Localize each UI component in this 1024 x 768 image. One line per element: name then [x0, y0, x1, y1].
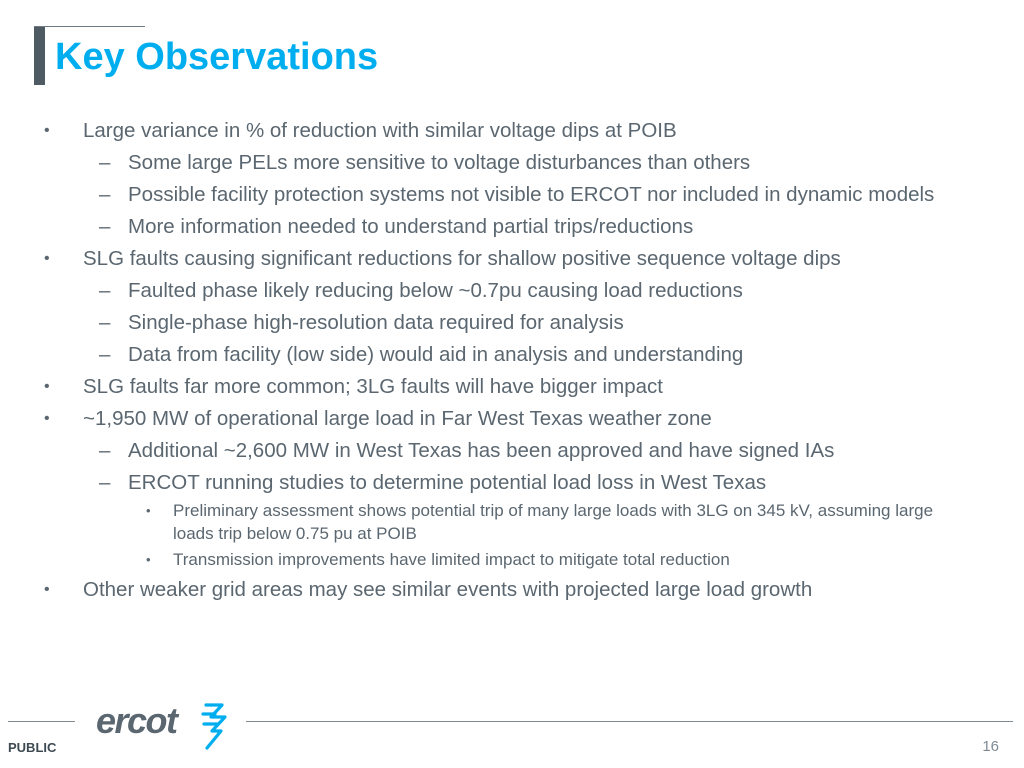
sub-bullet-item	[0, 213, 968, 240]
footer-divider-left	[8, 721, 75, 722]
bullet-item	[0, 245, 953, 272]
dash-marker: –	[99, 151, 111, 174]
sub-bullet-item	[0, 309, 968, 336]
bullet-marker: •	[44, 581, 50, 598]
sub-bullet-item	[0, 341, 968, 368]
bullet-marker: •	[146, 503, 151, 518]
ercot-logo	[94, 700, 234, 752]
bullet-text: SLG faults causing significant reductions for shallow positive sequence voltage dips	[83, 247, 841, 270]
bullet-marker: •	[44, 410, 50, 427]
sub-bullet-text: Some large PELs more sensitive to voltage disturbances than others	[128, 151, 751, 174]
bullet-list	[0, 117, 1024, 603]
page-number: 16	[982, 738, 999, 755]
bullet-item	[0, 373, 953, 400]
sub-bullet-text: Single-phase high-resolution data required for analysis	[128, 311, 624, 334]
bullet-text: SLG faults far more common; 3LG faults will have bigger impact	[83, 375, 663, 398]
sub-sub-bullet-text: Transmission improvements have limited impact to mitigate total reduction	[173, 550, 730, 569]
bullet-marker: •	[44, 122, 50, 139]
logo-wordmark: ercot	[96, 700, 177, 741]
dash-marker: –	[99, 439, 111, 462]
bullet-text: Other weaker grid areas may see similar events with projected large load growth	[83, 578, 813, 601]
sub-bullet-text: Additional ~2,600 MW in West Texas has been approved and have signed IAs	[128, 439, 835, 462]
sub-sub-bullet-text: Preliminary assessment shows potential trip of many large loads with 3LG on 345 kV, assuming large loads trip below 0.75 pu at POIB	[173, 501, 934, 543]
dash-marker: –	[99, 343, 111, 366]
dash-marker: –	[99, 471, 111, 494]
sub-bullet-item	[0, 181, 968, 208]
sub-bullet-text: Faulted phase likely reducing below ~0.7pu causing load reductions	[128, 279, 743, 302]
sub-bullet-item	[0, 149, 968, 176]
bullet-text: Large variance in % of reduction with similar voltage dips at POIB	[83, 119, 677, 142]
dash-marker: –	[99, 279, 111, 302]
bullet-marker: •	[44, 378, 50, 395]
dash-marker: –	[99, 215, 111, 238]
sub-bullet-item	[0, 469, 968, 496]
bullet-text: ~1,950 MW of operational large load in Far West Texas weather zone	[83, 407, 712, 430]
sub-bullet-item	[0, 277, 968, 304]
bullet-item	[0, 405, 953, 432]
footer-divider-right	[246, 721, 1013, 722]
bullet-item	[0, 576, 953, 603]
sub-bullet-text: ERCOT running studies to determine potential load loss in West Texas	[128, 471, 767, 494]
bullet-marker: •	[146, 552, 151, 567]
sub-bullet-text: More information needed to understand partial trips/reductions	[128, 215, 694, 238]
lightning-bolt-icon	[203, 705, 225, 748]
sub-bullet-text: Data from facility (low side) would aid in analysis and understanding	[128, 343, 744, 366]
dash-marker: –	[99, 311, 111, 334]
slide-title: Key Observations	[55, 36, 379, 78]
title-accent-bar	[34, 27, 45, 85]
bullet-item	[0, 117, 953, 144]
title-accent-line	[34, 26, 145, 27]
dash-marker: –	[99, 183, 111, 206]
sub-sub-bullet-item	[0, 499, 953, 545]
public-label: PUBLIC	[8, 740, 57, 755]
sub-sub-bullet-item	[0, 548, 953, 571]
sub-bullet-text: Possible facility protection systems not visible to ERCOT nor included in dynamic models	[128, 183, 935, 206]
sub-bullet-item	[0, 437, 968, 464]
bullet-marker: •	[44, 250, 50, 267]
